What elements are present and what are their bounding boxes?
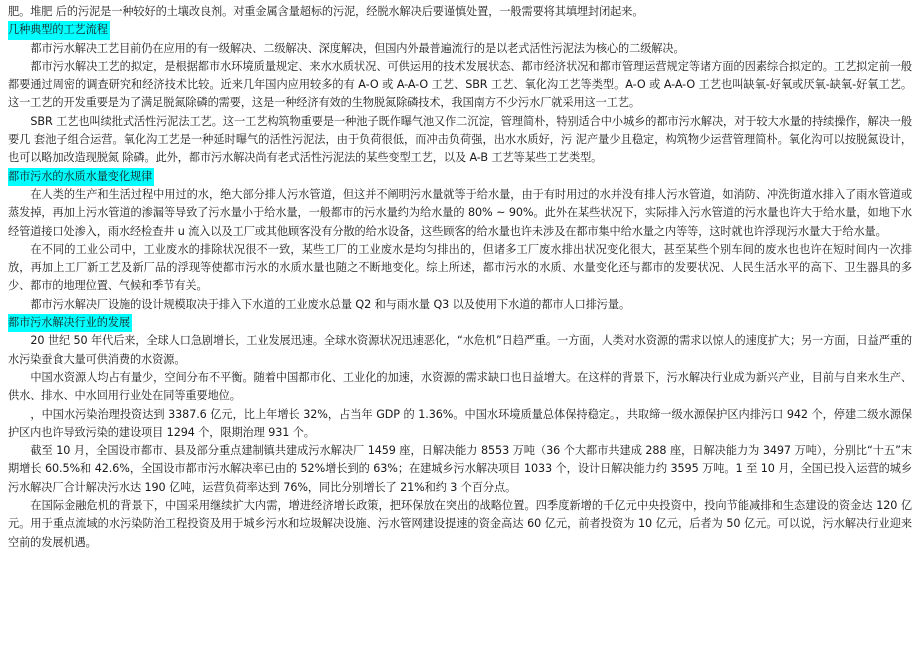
intro-paragraph: 肥。堆肥 后的污泥是一种较好的土壤改良剂。对重金属含量超标的污泥，经脱水解决后要谨慎处置，一般需要将其填埋封闭起来。 (8, 5, 644, 18)
body-paragraph: 都市污水解决工艺目前仍在应用的有一级解决、二级解决、深度解决，但国内外最普遍流行的是以老式活性污泥法为核心的二级解决。 (30, 41, 685, 55)
section-water-quality (8, 168, 912, 314)
section-industry-development (8, 314, 912, 552)
section-heading: 都市污水的水质水量变化规律 (8, 168, 154, 186)
body-paragraph: 20 世纪 50 年代后来，全球人口急剧增长，工业发展迅速。全球水资源状况迅速恶化，“水危机”日趋严重。一方面，人类对水资源的需求以惊人的速度扩大；另一方面，日益严重的水污染蚕食大量可供消费的水资源。 (8, 334, 912, 366)
body-paragraph: SBR 工艺也叫续批式活性污泥法工艺。这一工艺构筑物重要是一种池子既作曝气池又作二沉淀，管理简朴，特别适合中小城乡的都市污水解决，对于较大水量的持续操作，解决一般要几 套池子组合运营。氧化沟工艺是一种延时曝气的活性污泥法，由于负荷很低，而冲击负荷强，出水水质好，污 泥产量少且稳定，构筑物少运营管理简朴。氧化沟可以按脱氮设计，也可以略加改造现脱氮 除磷。此外，都市污水解决尚有老式活性污泥法的某些变型工艺，以及 A-B 工艺等某些工艺类型。 (8, 114, 912, 165)
section-heading: 几种典型的工艺流程 (8, 21, 110, 39)
section-heading: 都市污水解决行业的发展 (8, 314, 132, 332)
body-paragraph: 都市污水解决工艺的拟定，是根据都市水环境质量规定、来水水质状况、可供运用的技术发展状态、都市经济状况和都市管理运营规定等诸方面的因素综合拟定的。工艺拟定前一般都要通过周密的调查研究和经济技术比较。近来几年国内应用较多的有 A-O 或 A-A-O 工艺、SBR 工艺、氧化沟工艺等类型。A-O 或 A-A-O 工艺也叫缺氧-好氧或厌氧-缺氧-好氧工艺。这一工艺的开发重要是为了满足脱氮除磷的需要，这是一种经济有效的生物脱氮除磷技术，我国南方不少污水厂就采用这一工艺。 (8, 59, 912, 110)
body-paragraph: 都市污水解决厂设施的设计规模取决于排入下水道的工业废水总量 Q2 和与雨水量 Q3 以及使用下水道的都市人口排污量。 (30, 297, 631, 311)
body-paragraph: 中国水资源人均占有量少，空间分布不平衡。随着中国都市化、工业化的加速，水资源的需求缺口也日益增大。在这样的背景下，污水解决行业成为新兴产业，目前与自来水生产、供水、排水、中水回用行业处在同等重要地位。 (8, 370, 912, 403)
section-process-flow (8, 21, 912, 167)
body-paragraph: 在不同的工业公司中，工业废水的排除状况很不一致，某些工厂的工业废水是均匀排出的，但诸多工厂废水排出状况变化很大，甚至某些个别车间的废水也也许在短时间内一次排放，再加上工厂新工艺及新厂品的浮现等使都市污水的水质水量也随之不断地变化。综上所述，都市污水的水质、水量变化还与都市的发要状况、人民生活水平的高下、卫生器具的多少、都市的地理位置、气候和季节有关。 (8, 242, 912, 293)
body-paragraph: 截至 10 月，全国设市都市、县及部分重点建制镇共建成污水解决厂 1459 座，日解决能力 8553 万吨（36 个大都市共建成 288 座，日解决能力为 3497 万吨），分别比“十五”末期增长 60.5%和 42.6%，全国设市都市污水解决率已由的 52%增长到的 63%；在建城乡污水解决项目 1033 个，设计日解决能力约 3595 万吨。1 至 10 月，全国已投入运营的城乡污水解决厂合计解决污水达 190 亿吨，运营负荷率达到 76%，同比分别增长了 21%和约 3 个百分点。 (8, 444, 912, 494)
body-paragraph: ，中国水污染治理投资达到 3387.6 亿元，比上年增长 32%，占当年 GDP 的 1.36%。中国水环境质量总体保持稳定。，共取缔一级水源保护区内排污口 942 个，停建二级水源保护区内也许导致污染的建设项目 1294 个，限期治理 931 个。 (8, 407, 912, 439)
body-paragraph: 在人类的生产和生活过程中用过的水，绝大部分排人污水管道，但这并不阐明污水量就等于给水量，由于有时用过的水并没有排人污水管道，如消防、冲洗街道水排入了雨水管道或蒸发掉，再加上污水管道的渗漏等导致了污水量小于给水量，一般都市的污水量约为给水量的 80% ~ 90%。此外在某些状况下，实际排入污水管道的污水量也许大于给水量，如地下水经管道接口处渗入，雨水经检查井 u 流入以及工厂或其他顾客没有分散的给水设备，这些顾客的给水量也许未涉及在都市集中给水量之内等等，这时就也许浮现污水量大于给水量。 (8, 187, 912, 238)
body-paragraph: 在国际金融危机的背景下，中国采用继续扩大内需，增进经济增长政策，把环保放在突出的战略位置。四季度新增的千亿元中央投资中，投向节能减排和生态建设的资金达 120 亿元。用于重点流域的水污染防治工程投资及用于城乡污水和垃圾解决设施、污水管网建设提速的资金高达 60 亿元，前者投资为 10 亿元，后者为 50 亿元。可以说，污水解决行业迎来空前的发展机遇。 (8, 499, 912, 549)
